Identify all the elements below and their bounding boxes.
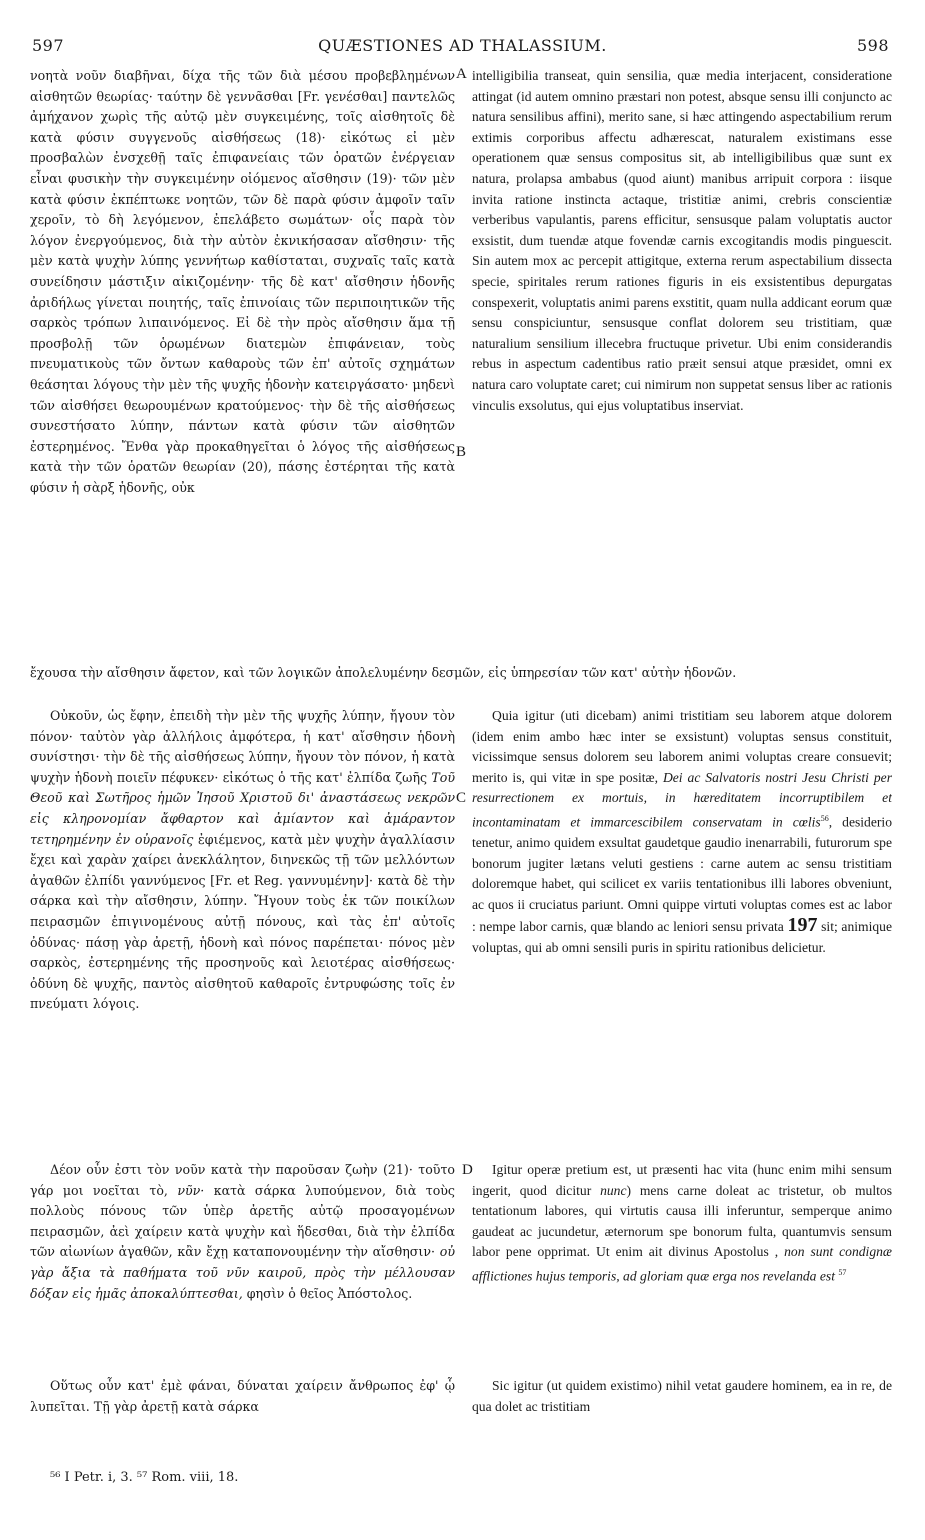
latin-emphasis: nunc	[600, 1182, 627, 1198]
page-title: QUÆSTIONES AD THALASSIUM.	[318, 36, 607, 55]
margin-letter-a: A	[456, 66, 467, 82]
latin-column-1	[472, 66, 892, 660]
footnote-ref: 57	[838, 1267, 847, 1277]
greek-paragraph-3	[30, 1160, 455, 1304]
greek-text: Δέον οὖν ἐστι τὸν νοῦν κατὰ τὴν παροῦσαν ζωὴν (21)· τοῦτο γάρ μοι νοεῖται τὸ,	[30, 1162, 455, 1198]
greek-paragraph-2	[30, 706, 455, 1015]
latin-column-4	[472, 1376, 892, 1420]
greek-emphasis: νῦν·	[177, 1182, 205, 1198]
greek-paragraph-4: Οὕτως οὖν κατ' ἐμὲ φάναι, δύναται χαίρειν ἄνθρωπος ἐφ' ᾧ λυπεῖται. Τῇ γὰρ ἀρετῇ κατὰ σάρκα	[30, 1378, 455, 1414]
greek-scripture-quote: οὐ γὰρ ἄξια τὰ παθήματα τοῦ νῦν καιροῦ, πρὸς τὴν μέλλουσαν δόξαν εἰς ἡμᾶς ἀποκαλύπτεσθαι,	[30, 1244, 455, 1301]
latin-column-2	[472, 706, 892, 1154]
latin-paragraph-3	[472, 1160, 892, 1287]
greek-column-4	[30, 1376, 455, 1420]
greek-scripture-quote: Τοῦ Θεοῦ καὶ Σωτῆρος ἡμῶν Ἰησοῦ Χριστοῦ δι' ἀναστάσεως νεκρῶν εἰς κληρονομίαν ἄφθαρτον καὶ ἀμίαντον καὶ ἀμάραντον τετηρημένην ἐν οὐρανοῖς	[30, 769, 455, 847]
latin-text: sit; animique voluptas, qui ab omni sensili puris in spiritu rationibus delicietur.	[472, 919, 892, 956]
greek-wide-line	[30, 663, 895, 684]
greek-text: φησὶν ὁ θεῖος Ἀπόστολος.	[246, 1285, 413, 1301]
left-page-number: 597	[32, 36, 65, 55]
greek-text: κατὰ σάρκα λυπούμενον, διὰ τοὺς πολλοὺς πόνους τῶν ὑπὲρ ἀρετῆς αὐτῷ προσαγομένων πειρασμῶν, ἀεὶ χαίρειν κατὰ ψυχὴν καὶ ἥδεσθαι, διὰ τὴν ἐλπίδα τῶν αἰωνίων ἀγαθῶν, κἂν ἔχῃ καταπονουμένην τὴν αἴσθησιν·	[30, 1182, 455, 1260]
footnote-ref: 56	[820, 813, 829, 823]
running-header	[30, 36, 895, 58]
latin-text: , desiderio tenetur, animo quidem exsultat gaudetque gaudio inenarrabili, futurorum spe bonorum jugiter lætans veluti gestiens : carne autem ac sensu tristitiam doloremque habet, qui scilicet ex variis tentationibus illi labores obveniunt, ac quos ii cruciatus pariunt. Omni quippe virtuti voluptas comes est ac labor : nempe labor carnis, quæ blando ac leniori sensu privata	[472, 814, 892, 935]
greek-column-3	[30, 1160, 455, 1370]
greek-text: Οὐκοῦν, ὡς ἔφην, ἐπειδὴ τὴν μὲν τῆς ψυχῆς λύπην, ἤγουν τὸν πόνον· ταὐτὸν γὰρ ἀλλήλοις ἀμφότερα, ἡ κατ' αἴσθησιν ἡδονὴ συνίστησι· τὴν δὲ τῆς αἰσθήσεως λύπην, ἤγουν τὸν πόνον, ἡ κατὰ ψυχὴν ἡδονὴ ποιεῖν πέφυκεν· εἰκότως ὁ τῆς κατ' ἐλπίδα ζωῆς	[30, 708, 455, 785]
latin-text: ) mens carne doleat ac tristetur, ob multos tentationum labores, qui virtutis causa illi inferuntur, semperque animo gaudeat ac jucundetur, æternorum spe bonorum fulta, quantumvis sensum labor pene opprimat. Ut enim ait divinus Apostolus ,	[472, 1182, 892, 1260]
greek-column-1	[30, 66, 455, 660]
latin-text: Quia igitur (uti dicebam) animi tristitiam seu laborem atque dolorem (idem enim ambo hæc inter se exsistunt) voluptas sensus constituit, vicissimque sensus dolorem seu laborem animi voluptas creare consuevit; merito is, qui vitæ in spe positæ,	[472, 708, 892, 785]
footnotes: ⁵⁶ I Petr. i, 3. ⁵⁷ Rom. viii, 18.	[50, 1470, 239, 1485]
latin-scripture-quote: Dei ac Salvatoris nostri Jesu Christi per resurrectionem ex mortuis, in hæreditatem incorruptibilem et incontaminatam et immarcescibilem conservatam in cœlis	[472, 769, 892, 830]
margin-letter-c: C	[456, 790, 467, 806]
column-number: 197	[787, 914, 818, 937]
latin-paragraph-4: Sic igitur (ut quidem existimo) nihil vetat gaudere hominem, ea in re, de qua dolet ac tristitiam	[472, 1378, 892, 1414]
latin-scripture-quote: non sunt condignæ afflictiones hujus temporis, ad gloriam quæ erga nos revelanda est	[472, 1244, 892, 1284]
greek-column-2	[30, 706, 455, 1154]
margin-letter-d: D	[462, 1162, 473, 1178]
latin-paragraph: intelligibilia transeat, quin sensilia, quæ media interjacent, consideratione attingat (id autem omnino præstari non potest, absque sensu illi conjuncto ac natura sensilibus affini), merito sane, si hæc attingendo aspectabilium rerum extimis corporibus affectu adhærescat, naturalem existimans esse operationem quæ sensus compositus sit, ab intelligibilibus quæ sunt ex natura, prolapsa ambabus (quod aiunt) manibus arripuit corpora : iisque invita ratione instincta actaque, tristitiæ animi, crebris conscientiæ verberibus vapulantis, parens efficitur, sensusque palam voluptatis auctor exsistit, dum tuendæ atque fovendæ carnis excogitandis modis pinguescit. Sin autem mox ac percepit attigitque, externa rerum aspectabilium dissecta specie, spiritales rerum rationes figuris in eis exsistentibus depurgatas conspexerit, voluptatis animi parens exstitit, quam nulla addicant eorum quæ sensu conspiciuntur, sensusque conflat dolorem seu tristitiam, quæ naturalium sensilium illecebra fructuque privetur. Ubi enim considerandis rebus in aspectum cadentibus ratio præit sensui atque præsidet, omni ex natura caro voluptate caret; cui nimirum non suppetat sensus liber ac rationis vinculis exsolutus, qui ejus voluptatibus inserviat.	[472, 68, 892, 413]
latin-paragraph-2	[472, 706, 892, 959]
greek-text: ἐφιέμενος, κατὰ μὲν ψυχὴν ἀγαλλίασιν ἔχει καὶ χαρὰν χαίρει ἀνεκλάλητον, διηνεκῶς τῇ τῶν μελλόντων ἀγαθῶν ἐλπίδι γαννύμενος [Fr. et Reg. γαννυμένην]· κατὰ δὲ τὴν σάρκα καὶ τὴν αἴσθησιν, λύπην. Ἤγουν τοὺς ἐκ τῶν ποικίλων πειρασμῶν ἐπιγινομένους αὐτῇ πόνους, καὶ τὰς ἐπ' αὐτοῖς ὀδύνας· πάσῃ γὰρ ἀρετῇ, ἡδονὴ καὶ πόνος παρέπεται· πόνος μὲν σαρκὸς, ἐστερημένης τῆς προσηνοῦς καὶ λειοτέρας αἰσθήσεως· ὀδύνη δὲ ψυχῆς, παντὸς αἰσθητοῦ καθαροῖς ἐντρυφώσης τοῖς ἐν πνεύματι λόγοις.	[30, 831, 455, 1012]
right-page-number: 598	[856, 36, 889, 55]
greek-wide-text: ἔχουσα τὴν αἴσθησιν ἄφετον, καὶ τῶν λογικῶν ἀπολελυμένην δεσμῶν, εἰς ὑπηρεσίαν τῶν κατ' αὐτὴν ἡδονῶν.	[30, 665, 737, 680]
latin-text: Igitur operæ pretium est, ut præsenti hac vita (hunc enim mihi sensum ingerit, quod dicitur	[472, 1162, 892, 1198]
greek-paragraph: νοητὰ νοῦν διαβῆναι, δίχα τῆς τῶν διὰ μέσου προβεβλημένων αἰσθητῶν θεωρίας· ταύτην δὲ γεννᾶσθαι [Fr. γενέσθαι] παντελῶς ἀμήχανον χωρὶς τῆς αὐτῷ μὲν συγκειμένης, τοῖς αἰσθητοῖς δὲ κατὰ φύσιν συγγενοῦς αἰσθήσεως (18)· εἰκότως εἰ μὲν προσβαλὼν ἐνσχεθῇ ταῖς ἐπιφανείαις τῶν ὁρατῶν ἐνέργειαν εἶναι φυσικὴν τὴν συγκειμένην οἰόμενος αἴσθησιν (19)· τῶν μὲν κατὰ φύσιν ἐκπέπτωκε νοητῶν, τῶν δὲ παρὰ φύσιν ἀμφοῖν ταῖν χεροῖν, τὸ δὴ λεγόμενον, ἐπελάβετο σωμάτων· οἷς παρὰ τὸν λόγον ἐνεργούμενος, διὰ τὴν αὐτὸν ἐκνικήσασαν αἴσθησιν· τῆς μὲν κατὰ ψυχὴν λύπης γεννήτωρ καθίσταται, συχναῖς ταῖς κατὰ συνείδησιν μάστιξιν αἰκιζομένην· τῆς δὲ κατ' αἴσθησιν ἡδονῆς ἀριδήλως γίνεται ποιητής, ταῖς ἐπινοίαις τῶν περιποιητικῶν τῆς σαρκὸς τρόπων λιπαινόμενος. Εἰ δὲ τὴν πρὸς αἴσθησιν ἅμα τῇ προσβολῇ τῶν ὁρωμένων διατεμὼν ἐπιφάνειαν, τοὺς πνευματικοὺς τῶν ὄντων καθαροὺς τῶν ἐπ' αὐτοῖς σχημάτων θεάσηται λόγους τὴν μὲν τῆς ψυχῆς ἡδονὴν κατειργάσατο· μηδενὶ τῶν αἰσθήσει θεωρουμένων κρατούμενος· τὴν δὲ τῆς αἰσθήσεως συνεστήσατο λύπην, πάντων κατὰ φύσιν τῶν αἰσθητῶν ἐστερημένος. Ἔνθα γὰρ προκαθηγεῖται ὁ λόγος τῆς αἰσθήσεως κατὰ τὴν τῶν ὁρατῶν θεωρίαν (20), πάσης ἐστέρηται τῆς κατὰ φύσιν ἡ σὰρξ ἡδονῆς, οὐκ	[30, 68, 455, 495]
margin-letter-b: B	[456, 444, 467, 460]
latin-column-3	[472, 1160, 892, 1370]
